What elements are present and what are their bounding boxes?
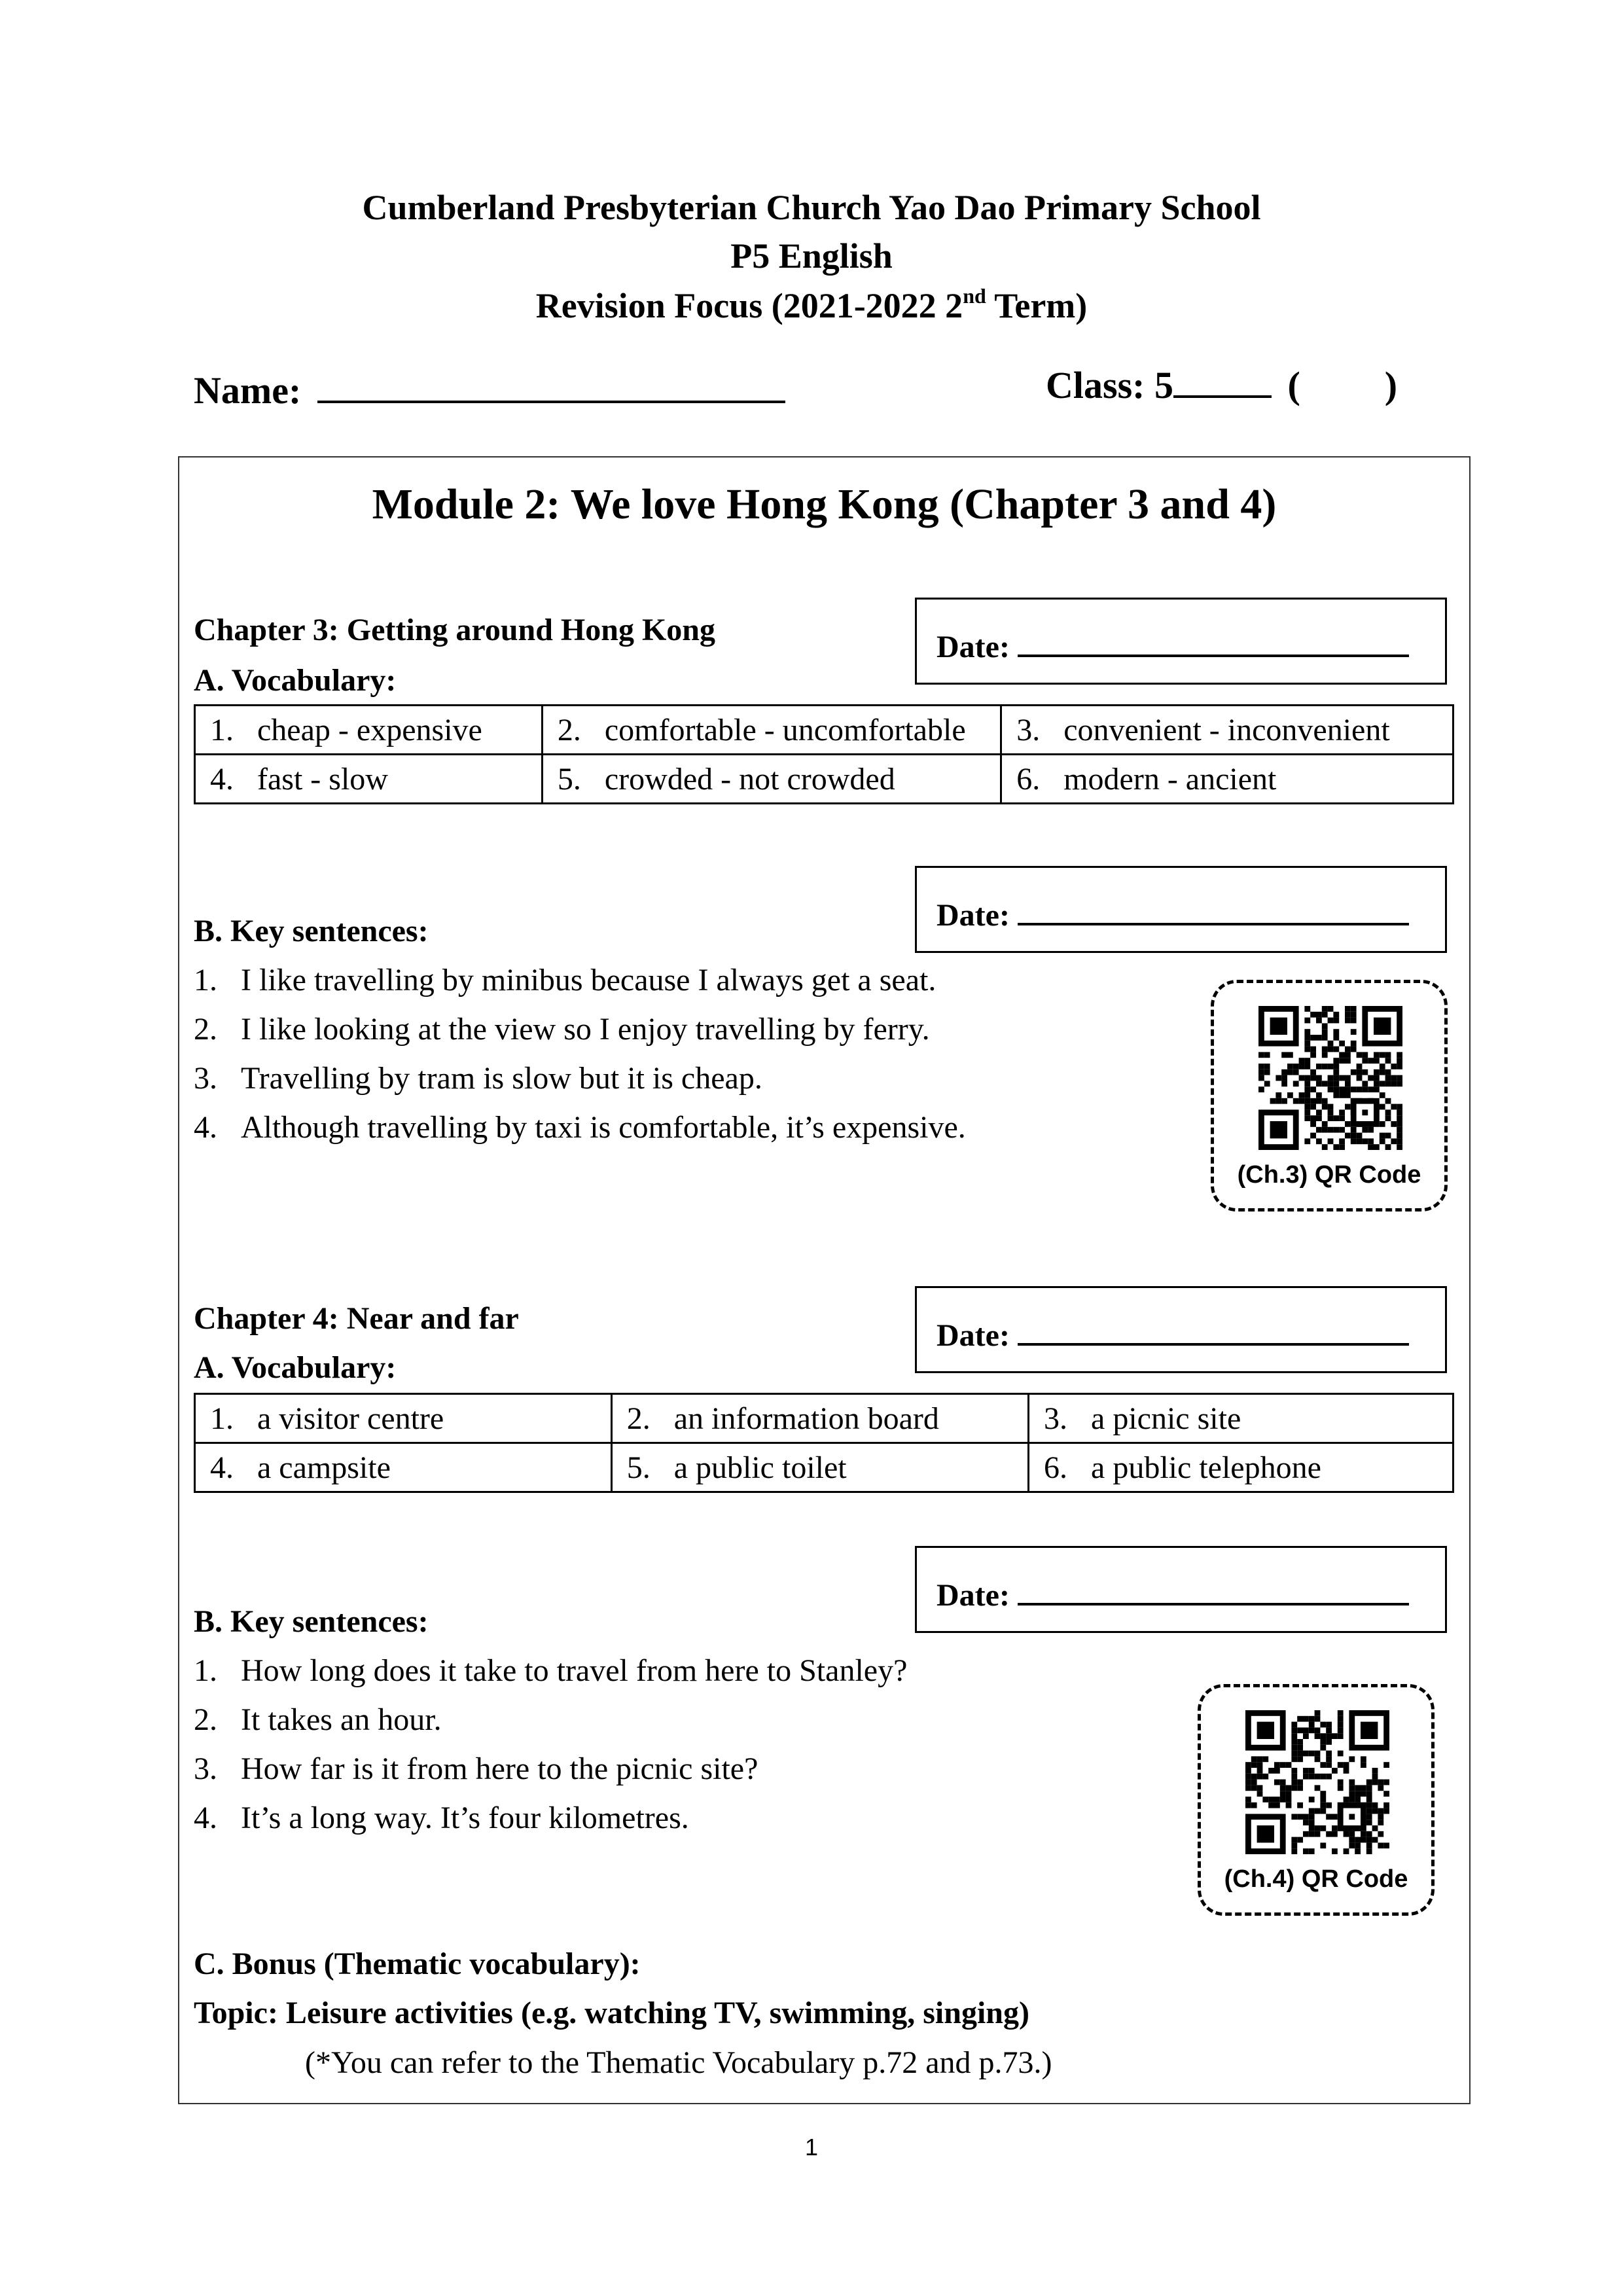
qr-code-icon[interactable] — [1245, 1710, 1389, 1854]
date-label: Date: — [936, 630, 1010, 664]
qr-caption: (Ch.3) QR Code — [1237, 1161, 1421, 1189]
list-item: 4. It’s a long way. It’s four kilometres. — [194, 1801, 689, 1835]
date-label: Date: — [936, 1318, 1010, 1353]
vocab-cell: 6. a public telephone — [1029, 1443, 1454, 1492]
chapter4-vocab-date-box — [915, 1286, 1447, 1373]
name-blank[interactable] — [317, 361, 785, 403]
list-item: 3. How far is it from here to the picnic site? — [194, 1751, 758, 1786]
name-label: Name: — [194, 369, 302, 412]
chapter3-qr-frame[interactable] — [1211, 980, 1448, 1211]
name-field — [194, 361, 785, 412]
chapter3-title: Chapter 3: Getting around Hong Kong — [194, 613, 715, 647]
vocab-cell: 5. a public toilet — [611, 1443, 1028, 1492]
bonus-note: (*You can refer to the Thematic Vocabulary p.72 and p.73.) — [305, 2045, 1052, 2080]
chapter3-key-heading: B. Key sentences: — [194, 914, 429, 948]
class-number-open: ( — [1287, 364, 1300, 406]
date-label: Date: — [936, 1578, 1010, 1613]
page-number: 1 — [804, 2134, 819, 2161]
class-field — [1046, 361, 1397, 407]
qr-caption: (Ch.4) QR Code — [1224, 1865, 1408, 1893]
chapter4-vocab-table — [194, 1393, 1454, 1493]
chapter4-key-heading: B. Key sentences: — [194, 1604, 429, 1639]
bonus-heading: C. Bonus (Thematic vocabulary): — [194, 1946, 641, 1981]
term-title: Revision Focus (2021-2022 2nd Term) — [535, 284, 1088, 325]
table-row — [195, 755, 1454, 804]
qr-code-icon[interactable] — [1258, 1006, 1402, 1150]
table-row — [195, 1394, 1454, 1443]
module-title: Module 2: We love Hong Kong (Chapter 3 and 4) — [372, 480, 1277, 528]
class-number-close: ) — [1384, 364, 1398, 406]
vocab-cell: 1. cheap - expensive — [195, 706, 543, 755]
list-item: 3. Travelling by tram is slow but it is cheap. — [194, 1061, 762, 1096]
school-name: Cumberland Presbyterian Church Yao Dao Primary School — [362, 188, 1261, 227]
chapter3-vocab-table — [194, 704, 1454, 804]
list-item: 4. Although travelling by taxi is comfortable, it’s expensive. — [194, 1110, 966, 1145]
vocab-cell: 3. convenient - inconvenient — [1001, 706, 1454, 755]
vocab-cell: 2. an information board — [611, 1394, 1028, 1443]
list-item: 1. I like travelling by minibus because I always get a seat. — [194, 963, 936, 997]
date-blank[interactable] — [1018, 897, 1409, 925]
chapter3-vocab-date-box — [915, 598, 1447, 685]
vocab-cell: 4. fast - slow — [195, 755, 543, 804]
chapter3-key-date-box — [915, 866, 1447, 953]
vocab-cell: 2. comfortable - uncomfortable — [542, 706, 1001, 755]
table-row — [195, 1443, 1454, 1492]
subject-title: P5 English — [730, 236, 893, 276]
chapter4-vocab-heading: A. Vocabulary: — [194, 1350, 397, 1385]
date-blank[interactable] — [1018, 1577, 1409, 1605]
vocab-cell: 6. modern - ancient — [1001, 755, 1454, 804]
bonus-topic: Topic: Leisure activities (e.g. watching TV, swimming, singing) — [194, 1996, 1029, 2030]
class-blank[interactable] — [1173, 361, 1272, 398]
list-item: 1. How long does it take to travel from here to Stanley? — [194, 1653, 908, 1688]
chapter4-title: Chapter 4: Near and far — [194, 1301, 519, 1336]
list-item: 2. It takes an hour. — [194, 1702, 442, 1737]
vocab-cell: 3. a picnic site — [1029, 1394, 1454, 1443]
chapter4-key-date-box — [915, 1546, 1447, 1633]
chapter4-qr-frame[interactable] — [1198, 1684, 1435, 1916]
list-item: 2. I like looking at the view so I enjoy travelling by ferry. — [194, 1012, 930, 1047]
class-label: Class: 5 — [1046, 364, 1173, 406]
vocab-cell: 1. a visitor centre — [195, 1394, 612, 1443]
date-label: Date: — [936, 898, 1010, 933]
chapter3-vocab-heading: A. Vocabulary: — [194, 663, 397, 698]
date-blank[interactable] — [1018, 1317, 1409, 1346]
vocab-cell: 4. a campsite — [195, 1443, 612, 1492]
vocab-cell: 5. crowded - not crowded — [542, 755, 1001, 804]
table-row — [195, 706, 1454, 755]
date-blank[interactable] — [1018, 628, 1409, 657]
